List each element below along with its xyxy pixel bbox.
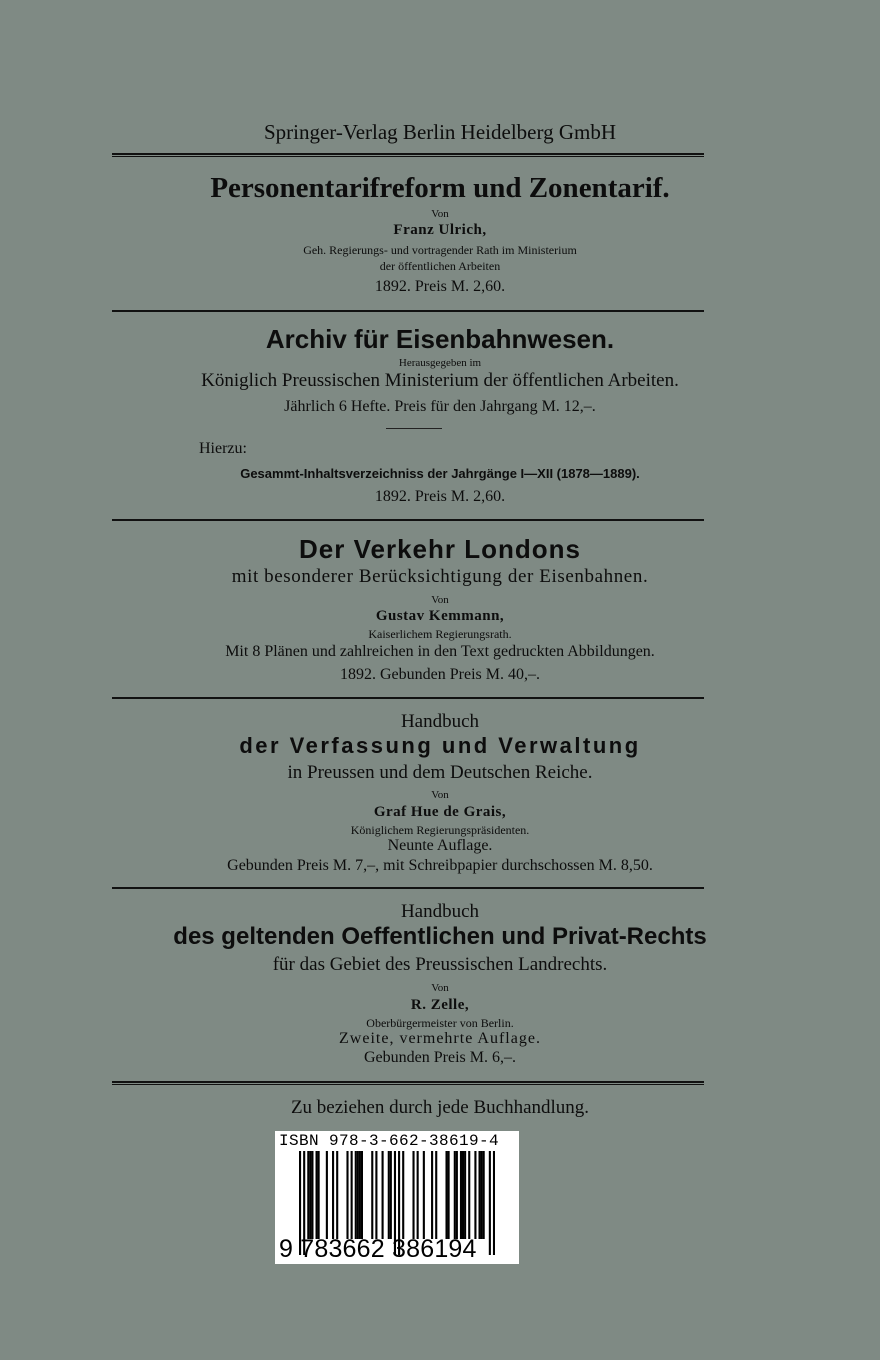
barcode-bar bbox=[311, 1151, 313, 1239]
isbn-digits: 9 783662 386194 bbox=[279, 1235, 477, 1263]
barcode-bar bbox=[462, 1151, 464, 1239]
book-2-herausgegeben: Herausgegeben im bbox=[398, 357, 482, 369]
barcode-bar bbox=[481, 1151, 483, 1239]
barcode-bar bbox=[388, 1151, 390, 1239]
book-2-institution: Königlich Preussischen Ministerium der öffentlichen Arbeiten. bbox=[201, 370, 679, 391]
book-5-pretitle: Handbuch bbox=[400, 901, 480, 922]
barcode-bar bbox=[382, 1151, 384, 1239]
book-1-author-desc-2: der öffentlichen Arbeiten bbox=[379, 259, 501, 273]
book-5-edition: Zweite, vermehrte Auflage. bbox=[339, 1030, 541, 1047]
book-2-price: Jährlich 6 Hefte. Preis für den Jahrgang M. 12,–. bbox=[284, 398, 596, 415]
barcode-bar bbox=[371, 1151, 373, 1239]
publisher-name: Springer-Verlag Berlin Heidelberg GmbH bbox=[263, 120, 617, 144]
footer-note: Zu beziehen durch jede Buchhandlung. bbox=[290, 1097, 590, 1118]
barcode-bar bbox=[456, 1151, 458, 1239]
rule-3 bbox=[112, 697, 704, 699]
book-2-supplement-title: Gesammt-Inhaltsverzeichniss der Jahrgänge I—XII (1878—1889). bbox=[240, 466, 640, 481]
barcode-bar bbox=[448, 1151, 450, 1239]
book-3-author: Gustav Kemmann, bbox=[375, 608, 505, 624]
double-rule-bottom bbox=[112, 1081, 704, 1085]
barcode-bar bbox=[468, 1151, 470, 1239]
book-2-title: Archiv für Eisenbahnwesen. bbox=[265, 324, 615, 354]
barcode-bar bbox=[361, 1151, 363, 1239]
barcode-bar bbox=[445, 1151, 447, 1239]
barcode-bar bbox=[375, 1151, 377, 1239]
barcode-bar bbox=[417, 1151, 419, 1239]
barcode-bar bbox=[326, 1151, 328, 1239]
book-1-title: Personentarifreform und Zonentarif. bbox=[210, 172, 670, 204]
barcode-bar bbox=[309, 1151, 311, 1239]
barcode-bar bbox=[307, 1151, 309, 1239]
book-4-title: der Verfassung und Verwaltung bbox=[239, 733, 641, 758]
book-3-von: Von bbox=[431, 594, 449, 606]
book-4-von: Von bbox=[431, 789, 449, 801]
barcode-bar bbox=[483, 1151, 485, 1239]
barcode-bar bbox=[390, 1151, 392, 1239]
book-1-von: Von bbox=[431, 208, 449, 220]
book-5-von: Von bbox=[431, 982, 449, 994]
barcode-bar bbox=[423, 1151, 425, 1239]
book-2-supplement-price: 1892. Preis M. 2,60. bbox=[374, 488, 506, 505]
barcode-bar bbox=[316, 1151, 318, 1239]
barcode-bar bbox=[346, 1151, 348, 1239]
book-1-author-desc-1: Geh. Regierungs- und vortragender Rath im Ministerium bbox=[303, 243, 577, 257]
book-3-author-desc: Kaiserlichem Regierungsrath. bbox=[368, 627, 512, 641]
barcode-bar bbox=[464, 1151, 466, 1239]
barcode-bar bbox=[460, 1151, 462, 1239]
book-1-price: 1892. Preis M. 2,60. bbox=[374, 278, 506, 295]
book-4-edition: Neunte Auflage. bbox=[387, 837, 493, 854]
rule-2 bbox=[112, 519, 704, 521]
book-5-subtitle: für das Gebiet des Preussischen Landrechts. bbox=[272, 954, 608, 975]
barcode-bar bbox=[474, 1151, 476, 1239]
barcode-bar bbox=[493, 1151, 495, 1255]
book-1-author: Franz Ulrich, bbox=[393, 222, 487, 238]
book-5-title: des geltenden Oeffentlichen und Privat-Rechts bbox=[173, 923, 707, 950]
barcode-bar bbox=[336, 1151, 338, 1239]
book-4-author-desc: Königlichem Regierungspräsidenten. bbox=[350, 823, 530, 837]
double-rule-top bbox=[112, 153, 704, 157]
barcode-bar bbox=[332, 1151, 334, 1239]
short-divider bbox=[386, 428, 442, 429]
book-3-details: Mit 8 Plänen und zahlreichen in den Text gedruckten Abbildungen. bbox=[225, 643, 655, 660]
isbn-barcode bbox=[275, 1131, 519, 1264]
barcode-bar bbox=[359, 1151, 361, 1239]
barcode-bar bbox=[478, 1151, 480, 1239]
barcode-bar bbox=[355, 1151, 357, 1239]
barcode-bar bbox=[402, 1151, 404, 1239]
book-4-price: Gebunden Preis M. 7,–, mit Schreibpapier durchschossen M. 8,50. bbox=[227, 857, 653, 874]
book-3-price: 1892. Gebunden Preis M. 40,–. bbox=[340, 666, 540, 683]
barcode-bar bbox=[489, 1151, 491, 1255]
barcode-bar bbox=[351, 1151, 353, 1239]
rule-1 bbox=[112, 310, 704, 312]
rule-4 bbox=[112, 887, 704, 889]
isbn-label: ISBN 978-3-662-38619-4 bbox=[279, 1132, 500, 1150]
book-5-author-desc: Oberbürgermeister von Berlin. bbox=[366, 1016, 514, 1030]
barcode-bar bbox=[357, 1151, 359, 1239]
book-3-title: Der Verkehr Londons bbox=[299, 534, 581, 564]
book-2-supplement-label: Hierzu: bbox=[199, 440, 247, 457]
book-4-author: Graf Hue de Grais, bbox=[373, 804, 507, 820]
barcode-bar bbox=[412, 1151, 414, 1239]
barcode-bar bbox=[454, 1151, 456, 1239]
book-4-pretitle: Handbuch bbox=[400, 711, 480, 732]
barcode-bar bbox=[435, 1151, 437, 1239]
barcode-bar bbox=[431, 1151, 433, 1239]
book-4-subtitle: in Preussen und dem Deutschen Reiche. bbox=[287, 762, 593, 783]
book-5-author: R. Zelle, bbox=[410, 997, 470, 1013]
book-5-price: Gebunden Preis M. 6,–. bbox=[364, 1049, 516, 1066]
barcode-bar bbox=[318, 1151, 320, 1239]
book-3-subtitle: mit besonderer Berücksichtigung der Eisenbahnen. bbox=[231, 566, 649, 587]
